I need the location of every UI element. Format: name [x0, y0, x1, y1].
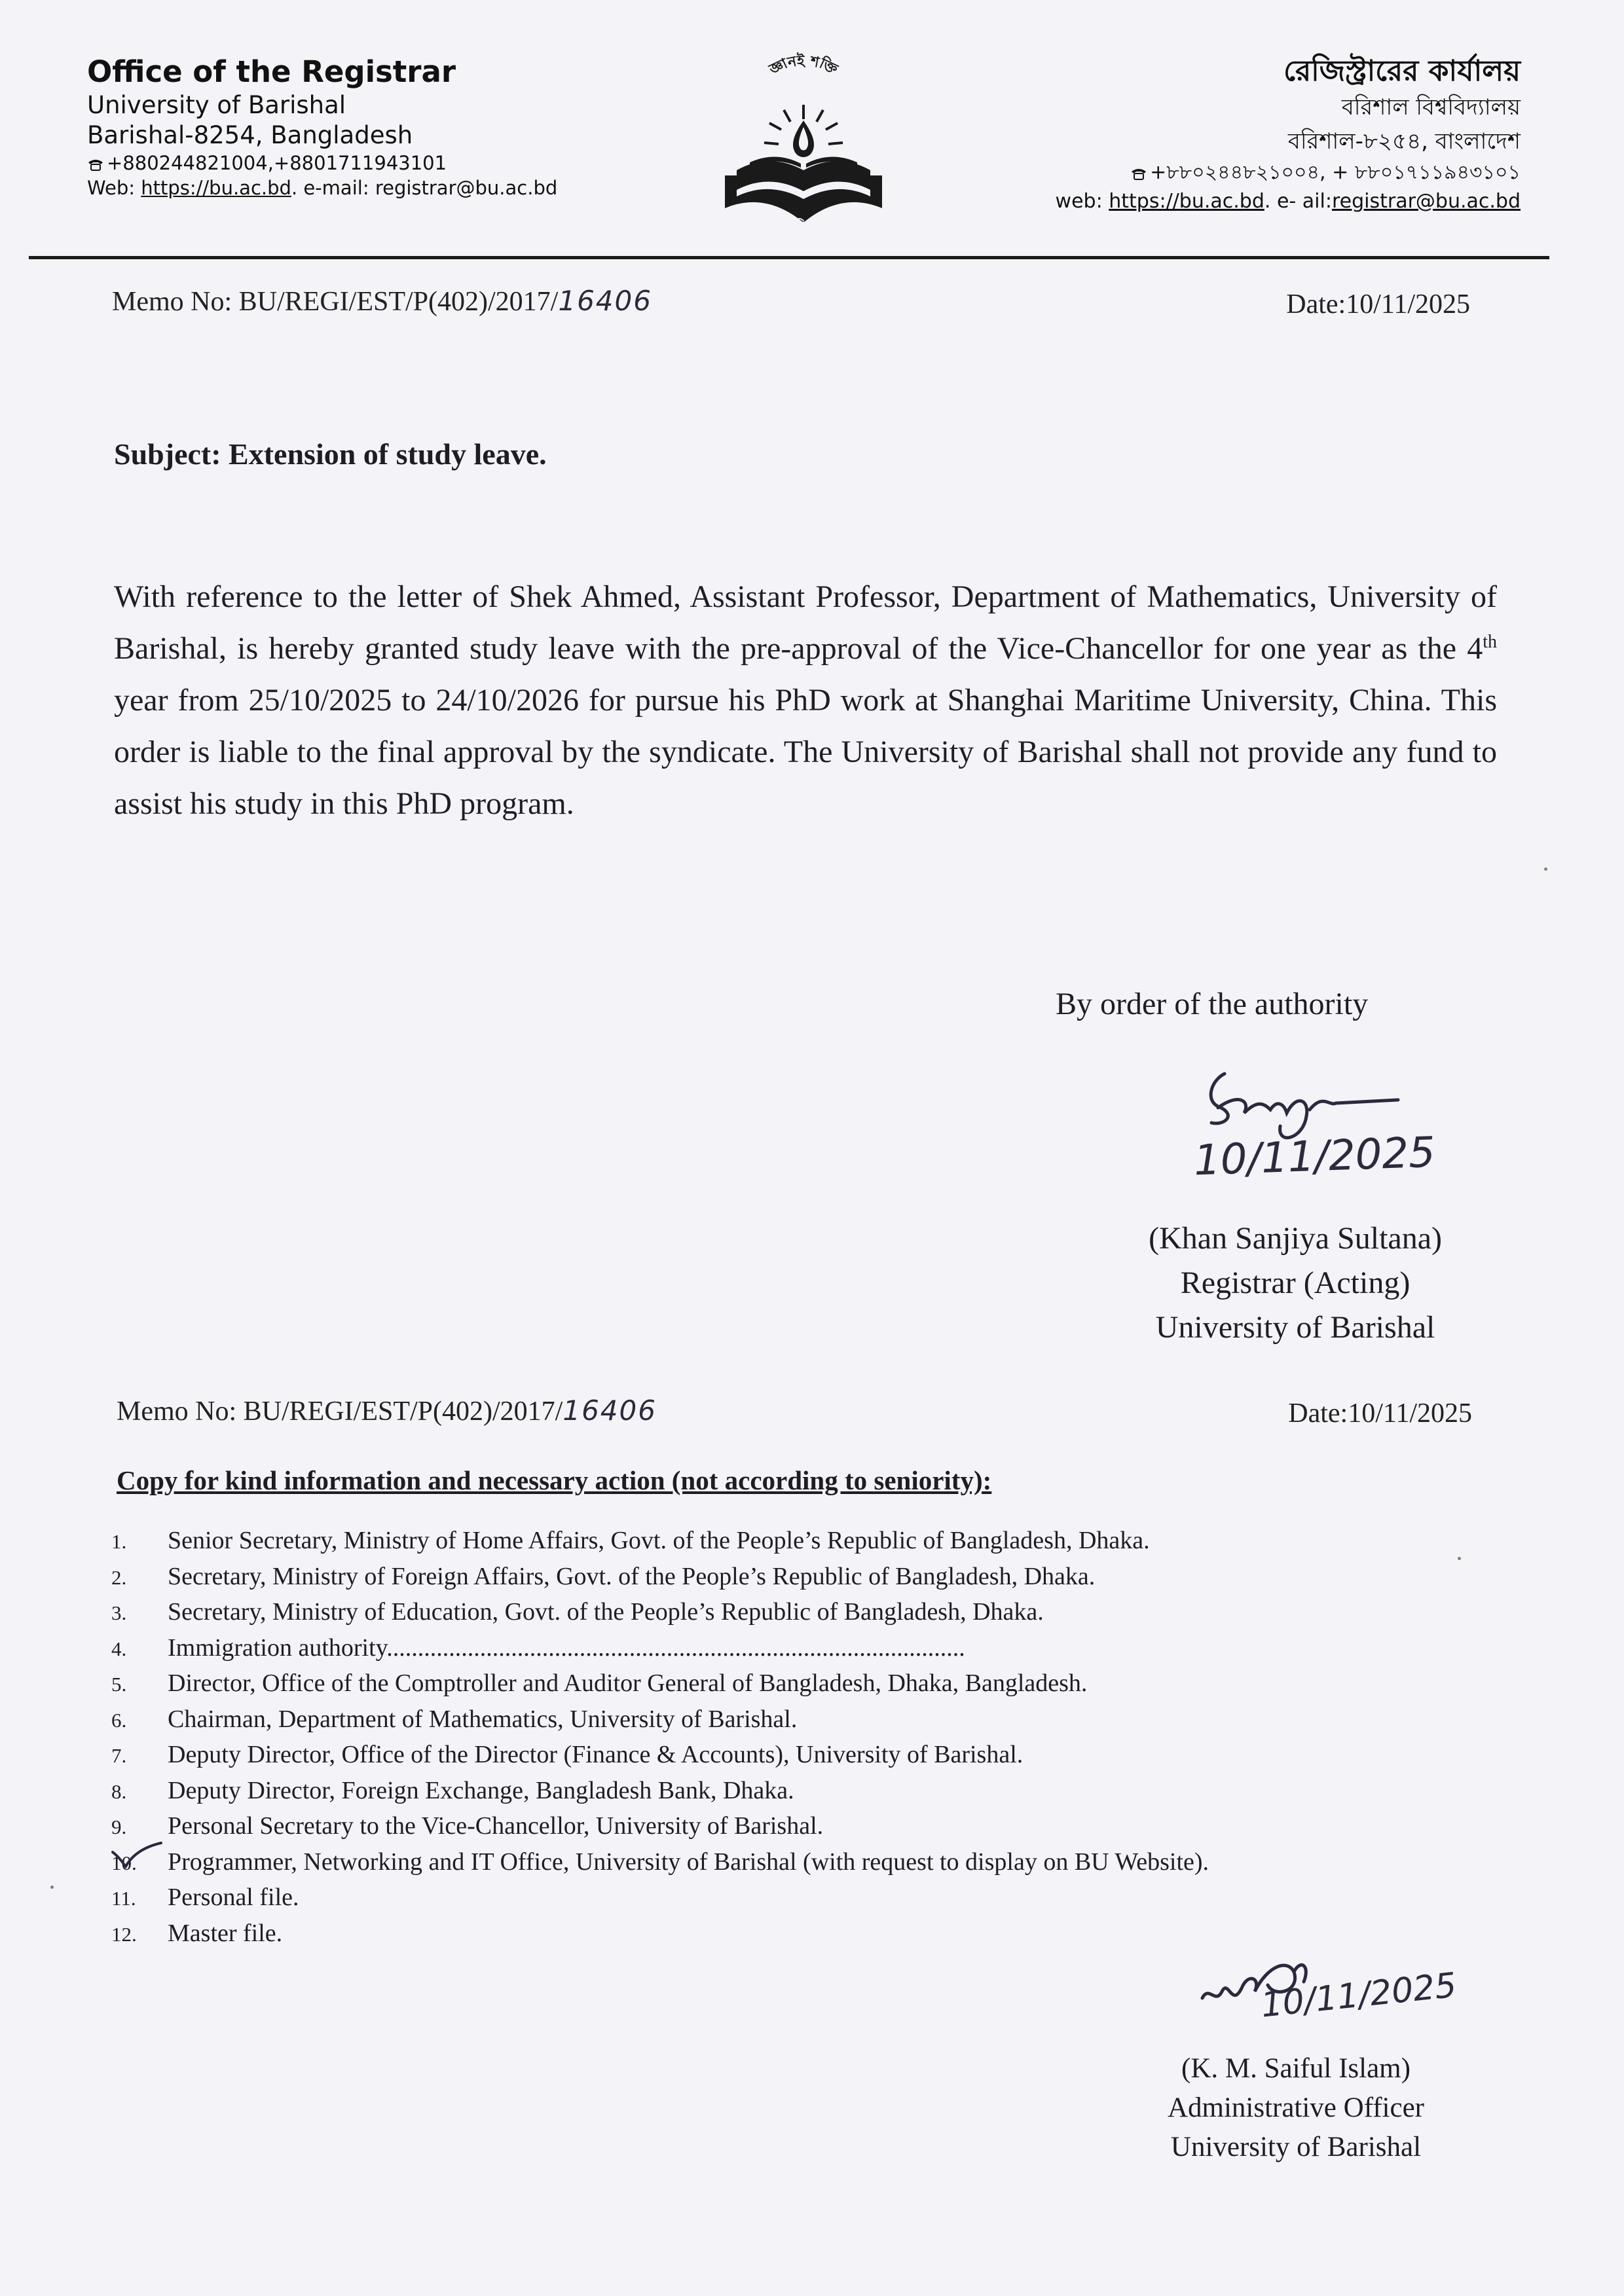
list-item: 10. Programmer, Networking and IT Office, University of Barishal (with request to display on BU Website).: [111, 1848, 1209, 1876]
letterhead-left: [87, 54, 557, 200]
memo-number: Memo No: BU/REGI/EST/P(402)/2017/16406: [112, 285, 652, 317]
phone-numbers: +880244821004,+8801711943101: [107, 152, 447, 174]
handwritten-memo-number: 16406: [558, 285, 652, 317]
list-item: 3. Secretary, Ministry of Education, Govt. of the People’s Republic of Bangladesh, Dhaka.: [111, 1598, 1044, 1626]
admin-officer-signature-date: 10/11/2025: [1259, 1965, 1459, 2026]
list-item: 6. Chairman, Department of Mathematics, University of Barishal.: [111, 1705, 798, 1733]
memo-number-copy: Memo No: BU/REGI/EST/P(402)/2017/16406: [117, 1394, 657, 1427]
registrar-signature-date: 10/11/2025: [1192, 1128, 1437, 1186]
university-logo: [710, 47, 897, 237]
list-item: 8. Deputy Director, Foreign Exchange, Bangladesh Bank, Dhaka.: [111, 1776, 794, 1804]
svg-text:বরিশাল বিশ্ববিদ্যালয়: বরিশাল বিশ্ববিদ্যালয়: [753, 203, 855, 234]
phone-line: [87, 151, 557, 175]
svg-text:জ্ঞানই শক্তি: জ্ঞানই শক্তি: [767, 52, 840, 79]
phone-icon: [87, 157, 104, 172]
phone-line-bengali: +৮৮০২৪৪৮২১০০৪, + ৮৮০১৭১১৯৪৩১০১: [1056, 158, 1521, 187]
list-item: 2. Secretary, Ministry of Foreign Affairs, Govt. of the People’s Republic of Bangladesh, Dhaka.: [111, 1562, 1096, 1590]
copy-list: [111, 1523, 1209, 1952]
letterhead-right: [1056, 52, 1521, 216]
admin-officer-signature-block: [1168, 2049, 1424, 2167]
memo-date-copy: Date:10/11/2025: [1288, 1398, 1472, 1429]
signatory-name: (K. M. Saiful Islam): [1181, 2053, 1411, 2084]
signatory-org: University of Barishal: [1170, 2132, 1422, 2162]
email-address[interactable]: registrar@bu.ac.bd: [375, 177, 558, 199]
registrar-signature-block: [1149, 1216, 1442, 1350]
office-title: Office of the Registrar: [87, 54, 456, 89]
checkmark-icon: [110, 1838, 162, 1870]
list-item: 9. Personal Secretary to the Vice-Chancellor, University of Barishal.: [111, 1812, 824, 1840]
scan-speck: [50, 1886, 54, 1889]
university-name: University of Barishal: [87, 91, 346, 119]
website-link[interactable]: https://bu.ac.bd: [1109, 190, 1264, 213]
university-name-bengali: বরিশাল বিশ্ববিদ্যালয়: [1341, 94, 1521, 120]
website-link[interactable]: https://bu.ac.bd: [141, 177, 291, 199]
signatory-title: Administrative Officer: [1167, 2092, 1424, 2123]
subject-line: Subject: Extension of study leave.: [114, 437, 547, 471]
list-item: 12. Master file.: [111, 1919, 283, 1947]
list-item: 4. Immigration authority.............................................................................................: [111, 1633, 965, 1662]
scan-speck: [1544, 867, 1547, 871]
letterhead-divider: [29, 256, 1549, 259]
web-email-line-bengali: web: https://bu.ac.bd. e- ail:registrar@bu.ac.bd: [1055, 190, 1521, 213]
office-title-bengali: রেজিস্ট্রারের কার্যালয়: [1283, 54, 1521, 88]
list-item: 7. Deputy Director, Office of the Director (Finance & Accounts), University of Barishal.: [111, 1741, 1024, 1768]
handwritten-memo-number: 16406: [563, 1394, 657, 1427]
copy-heading: Copy for kind information and necessary action (not according to seniority):: [117, 1465, 992, 1495]
memo-date: Date:10/11/2025: [1286, 289, 1470, 319]
by-order-line: By order of the authority: [1056, 987, 1369, 1021]
list-item: 11. Personal file.: [111, 1884, 299, 1911]
university-address-bengali: বরিশাল-৮২৫৪, বাংলাদেশ: [1287, 128, 1521, 155]
signatory-name: (Khan Sanjiya Sultana): [1149, 1221, 1442, 1256]
phone-icon: [1130, 166, 1147, 181]
body-paragraph: With reference to the letter of Shek Ahmed, Assistant Professor, Department of Mathematics, University of Barishal, is hereby granted study leave with the pre-approval of the Vice-Chancellor for one year as the 4th year from 25/10/2025 to 24/10/2026 for pursue his PhD work at Shanghai Maritime University, China. This order is liable to the final approval by the syndicate. The University of Barishal shall not provide any fund to assist his study in this PhD program.: [114, 579, 1521, 821]
list-item: 5. Director, Office of the Comptroller and Auditor General of Bangladesh, Dhaka, Bangladesh.: [111, 1669, 1088, 1697]
signatory-title: Registrar (Acting): [1180, 1266, 1411, 1300]
signatory-org: University of Barishal: [1155, 1310, 1435, 1345]
web-email-line: Web: https://bu.ac.bd. e-mail: registrar@bu.ac.bd: [87, 177, 558, 199]
university-address: Barishal-8254, Bangladesh: [87, 121, 413, 149]
scan-speck: [1458, 1557, 1461, 1560]
email-address[interactable]: registrar@bu.ac.bd: [1331, 190, 1521, 213]
list-item: 1. Senior Secretary, Ministry of Home Affairs, Govt. of the People’s Republic of Bangladesh, Dhaka.: [111, 1527, 1150, 1554]
